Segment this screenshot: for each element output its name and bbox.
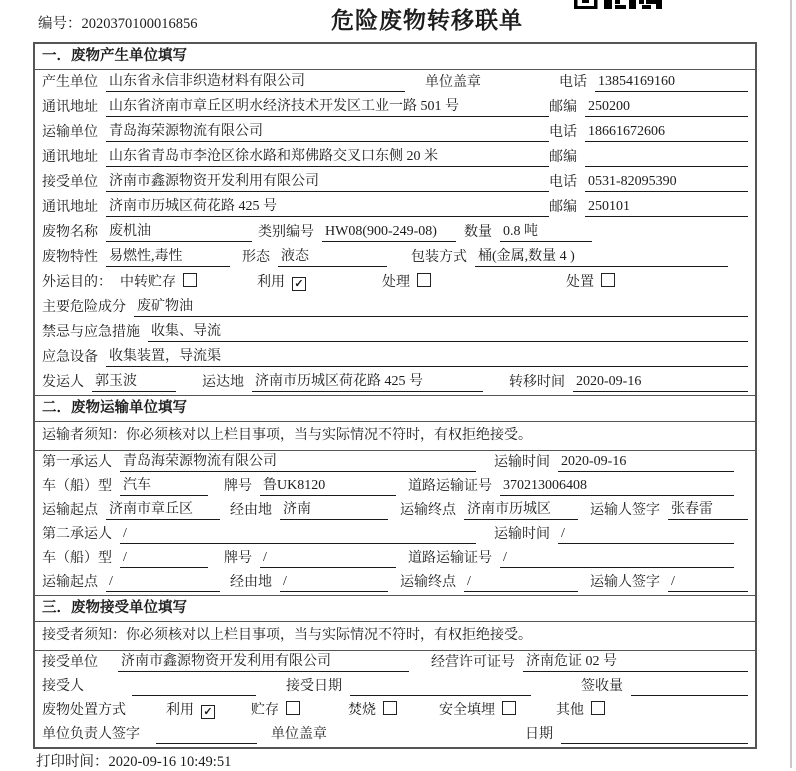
row-waste-traits [35, 245, 755, 270]
responsible-sign-value [156, 724, 257, 744]
emergency-measures-value: 收集、导流 [148, 322, 748, 342]
row-accept-person [35, 675, 755, 699]
waste-code-value: HW08(900-249-08) [322, 222, 456, 242]
waste-name-value: 废机油 [106, 222, 252, 242]
transporter-notice-text: 你必须核对以上栏目事项，当与实际情况不符时，有权拒绝接受。 [126, 428, 532, 443]
waste-qty-label: 数量 [464, 225, 492, 240]
route-end-value: 济南市历城区 [464, 500, 578, 520]
route-via-label: 经由地 [230, 503, 272, 518]
transfer-time-value: 2020-09-16 [573, 372, 748, 392]
accept-unit-label: 接受单位 [42, 655, 98, 670]
waste-form-label: 形态 [242, 250, 270, 265]
transport-time-value: / [558, 524, 734, 544]
section3-heading: 三．废物接受单位填写 [35, 595, 755, 622]
receiver-zip-label: 邮编 [549, 200, 577, 215]
row-first-carrier [35, 451, 755, 475]
transport-phone-value: 18661672606 [585, 122, 748, 142]
purpose-option-label: 处理 [382, 275, 410, 290]
waste-code-label: 类别编号 [258, 225, 314, 240]
disposal-option-label: 焚烧 [348, 703, 376, 718]
waste-qty-value: 0.8 吨 [500, 222, 592, 242]
receiver-unit-value: 济南市鑫源物资开发利用有限公司 [106, 172, 549, 192]
disposal-option-utilize [166, 701, 215, 720]
receiver-notice-label: 接受者须知： [42, 628, 126, 643]
sign-date-value [561, 724, 748, 744]
packaging-label: 包装方式 [411, 250, 467, 265]
qr-code-fragment-icon [574, 0, 662, 9]
emergency-equipment-label: 应急设备 [42, 350, 98, 365]
plate-number-label: 牌号 [224, 479, 252, 494]
road-permit-value: 370213006408 [500, 476, 734, 496]
accept-date-value [350, 676, 531, 696]
producer-unit-value: 山东省永信非织造材料有限公司 [106, 72, 405, 92]
row-route-2 [35, 571, 755, 595]
route-end-label: 运输终点 [400, 575, 456, 590]
row-producer-unit [35, 70, 755, 95]
disposal-option-label: 贮存 [251, 703, 279, 718]
accept-date-label: 接受日期 [286, 679, 342, 694]
serial-number [38, 12, 198, 33]
receiver-address-label: 通讯地址 [42, 200, 98, 215]
dispatcher-value: 郭玉波 [92, 372, 176, 392]
destination-label: 运达地 [202, 375, 244, 390]
purpose-option-label: 处置 [566, 275, 594, 290]
producer-phone-label: 电话 [559, 75, 587, 90]
producer-phone-value: 13854169160 [595, 72, 748, 92]
page-title: 危险废物转移联单 [331, 8, 523, 33]
purpose-option-dispose [566, 273, 615, 292]
disposal-option-storage [251, 701, 300, 720]
producer-zip-value: 250200 [585, 97, 748, 117]
row-receiver-address [35, 195, 755, 220]
purpose-option-label: 利用 [257, 275, 285, 290]
purpose-option-label: 中转贮存 [120, 275, 176, 290]
producer-address-value: 山东省济南市章丘区明水经济技术开发区工业一路 501 号 [106, 97, 549, 117]
route-end-value: / [464, 572, 578, 592]
road-permit-value: / [500, 548, 734, 568]
row-disposal-method [35, 699, 755, 723]
accept-person-label: 接受人 [42, 679, 84, 694]
business-permit-value: 济南危证 02 号 [523, 652, 748, 672]
checkbox-checked-icon: ✓ [292, 277, 306, 291]
route-start-value: 济南市章丘区 [106, 500, 220, 520]
transport-time-label: 运输时间 [494, 455, 550, 470]
serial-label: 编号： [38, 16, 82, 32]
emergency-equipment-value: 收集装置，导流渠 [106, 347, 748, 367]
section1-heading: 一．废物产生单位填写 [35, 44, 755, 70]
accept-person-value [132, 676, 256, 696]
second-carrier-label: 第二承运人 [42, 527, 112, 542]
unit-seal-label: 单位盖章 [425, 75, 481, 90]
receiver-zip-value: 250101 [585, 197, 748, 217]
transfer-purpose-label: 外运目的： [42, 275, 112, 290]
row-emergency-equipment [35, 345, 755, 370]
row-vehicle-1 [35, 475, 755, 499]
disposal-option-landfill [439, 701, 516, 720]
disposal-option-incinerate [348, 701, 397, 720]
route-end-label: 运输终点 [400, 503, 456, 518]
receiver-phone-value: 0531-82095390 [585, 172, 748, 192]
transport-zip-value [585, 147, 748, 167]
waste-traits-label: 废物特性 [42, 250, 98, 265]
plate-number-value: / [260, 548, 396, 568]
transport-zip-label: 邮编 [549, 150, 577, 165]
checkbox-checked-icon: ✓ [201, 705, 215, 719]
waste-name-label: 废物名称 [42, 225, 98, 240]
business-permit-label: 经营许可证号 [431, 655, 515, 670]
carrier-sign-value: 张春雷 [668, 500, 748, 520]
route-via-label: 经由地 [230, 575, 272, 590]
route-start-label: 运输起点 [42, 503, 98, 518]
transport-time-label: 运输时间 [494, 527, 550, 542]
checkbox-unchecked-icon [417, 273, 431, 287]
transporter-notice [35, 422, 755, 451]
row-transport-address [35, 145, 755, 170]
purpose-option-transit-storage [120, 273, 197, 292]
hazard-component-value: 废矿物油 [134, 297, 748, 317]
plate-number-value: 鲁UK8120 [260, 476, 396, 496]
producer-unit-label: 产生单位 [42, 75, 98, 90]
emergency-measures-label: 禁忌与应急措施 [42, 325, 140, 340]
receiver-unit-label: 接受单位 [42, 175, 98, 190]
row-producer-address [35, 95, 755, 120]
row-transfer-purpose [35, 270, 755, 295]
serial-value: 2020370100016856 [81, 16, 198, 32]
disposal-method-label: 废物处置方式 [42, 703, 126, 718]
receiver-notice [35, 622, 755, 651]
producer-zip-label: 邮编 [549, 100, 577, 115]
row-emergency-measures [35, 320, 755, 345]
received-qty-value [631, 676, 748, 696]
row-transport-unit [35, 120, 755, 145]
checkbox-unchecked-icon [286, 701, 300, 715]
manifest-form [33, 42, 757, 749]
transfer-time-label: 转移时间 [509, 375, 565, 390]
road-permit-label: 道路运输证号 [408, 479, 492, 494]
destination-value: 济南市历城区荷花路 425 号 [252, 372, 483, 392]
vehicle-type-value: 汽车 [120, 476, 208, 496]
disposal-option-label: 其他 [556, 703, 584, 718]
accept-unit-value: 济南市鑫源物资开发利用有限公司 [118, 652, 409, 672]
route-start-label: 运输起点 [42, 575, 98, 590]
checkbox-unchecked-icon [383, 701, 397, 715]
second-carrier-value: / [120, 524, 476, 544]
row-receiver-unit [35, 170, 755, 195]
receiver-phone-label: 电话 [549, 175, 577, 190]
transport-time-value: 2020-09-16 [558, 452, 734, 472]
disposal-option-other [556, 701, 605, 720]
waste-form-value: 液态 [278, 247, 387, 267]
sign-date-label: 日期 [525, 727, 553, 742]
receiver-address-value: 济南市历城区荷花路 425 号 [106, 197, 549, 217]
print-time-value: 2020-09-16 10:49:51 [108, 754, 232, 770]
section2-heading: 二．废物运输单位填写 [35, 395, 755, 422]
transport-unit-label: 运输单位 [42, 125, 98, 140]
plate-number-label: 牌号 [224, 551, 252, 566]
purpose-option-utilize [257, 273, 306, 292]
row-second-carrier [35, 523, 755, 547]
carrier-sign-value: / [668, 572, 748, 592]
hazard-component-label: 主要危险成分 [42, 300, 126, 315]
vehicle-type-label: 车（船）型 [42, 479, 112, 494]
receiver-notice-text: 你必须核对以上栏目事项，当与实际情况不符时，有权拒绝接受。 [126, 628, 532, 643]
checkbox-unchecked-icon [183, 273, 197, 287]
row-hazard-component [35, 295, 755, 320]
route-via-value: / [280, 572, 388, 592]
disposal-option-label: 利用 [166, 703, 194, 718]
transport-phone-label: 电话 [549, 125, 577, 140]
row-route-1 [35, 499, 755, 523]
print-time-label: 打印时间： [36, 754, 109, 770]
disposal-option-label: 安全填埋 [439, 703, 495, 718]
transporter-notice-label: 运输者须知： [42, 428, 126, 443]
carrier-sign-label: 运输人签字 [590, 503, 660, 518]
route-start-value: / [106, 572, 220, 592]
first-carrier-value: 青岛海荣源物流有限公司 [120, 452, 476, 472]
checkbox-unchecked-icon [502, 701, 516, 715]
waste-traits-value: 易燃性,毒性 [106, 247, 230, 267]
checkbox-unchecked-icon [601, 273, 615, 287]
route-via-value: 济南 [280, 500, 388, 520]
received-qty-label: 签收量 [581, 679, 623, 694]
responsible-sign-label: 单位负责人签字 [42, 727, 140, 742]
page-edge-divider [790, 0, 792, 768]
transport-unit-value: 青岛海荣源物流有限公司 [106, 122, 549, 142]
row-dispatcher [35, 370, 755, 395]
purpose-option-treat [382, 273, 431, 292]
road-permit-label: 道路运输证号 [408, 551, 492, 566]
row-waste-name [35, 220, 755, 245]
first-carrier-label: 第一承运人 [42, 455, 112, 470]
unit-seal-label: 单位盖章 [271, 727, 327, 742]
packaging-value: 桶(金属,数量 4 ) [475, 247, 728, 267]
transport-address-label: 通讯地址 [42, 150, 98, 165]
vehicle-type-label: 车（船）型 [42, 551, 112, 566]
checkbox-unchecked-icon [591, 701, 605, 715]
row-vehicle-2 [35, 547, 755, 571]
producer-address-label: 通讯地址 [42, 100, 98, 115]
row-responsible-sign [35, 723, 755, 747]
transport-address-value: 山东省青岛市李沧区徐水路和郑佛路交叉口东侧 20 米 [106, 147, 549, 167]
dispatcher-label: 发运人 [42, 375, 84, 390]
carrier-sign-label: 运输人签字 [590, 575, 660, 590]
vehicle-type-value: / [120, 548, 208, 568]
row-accept-unit [35, 651, 755, 675]
